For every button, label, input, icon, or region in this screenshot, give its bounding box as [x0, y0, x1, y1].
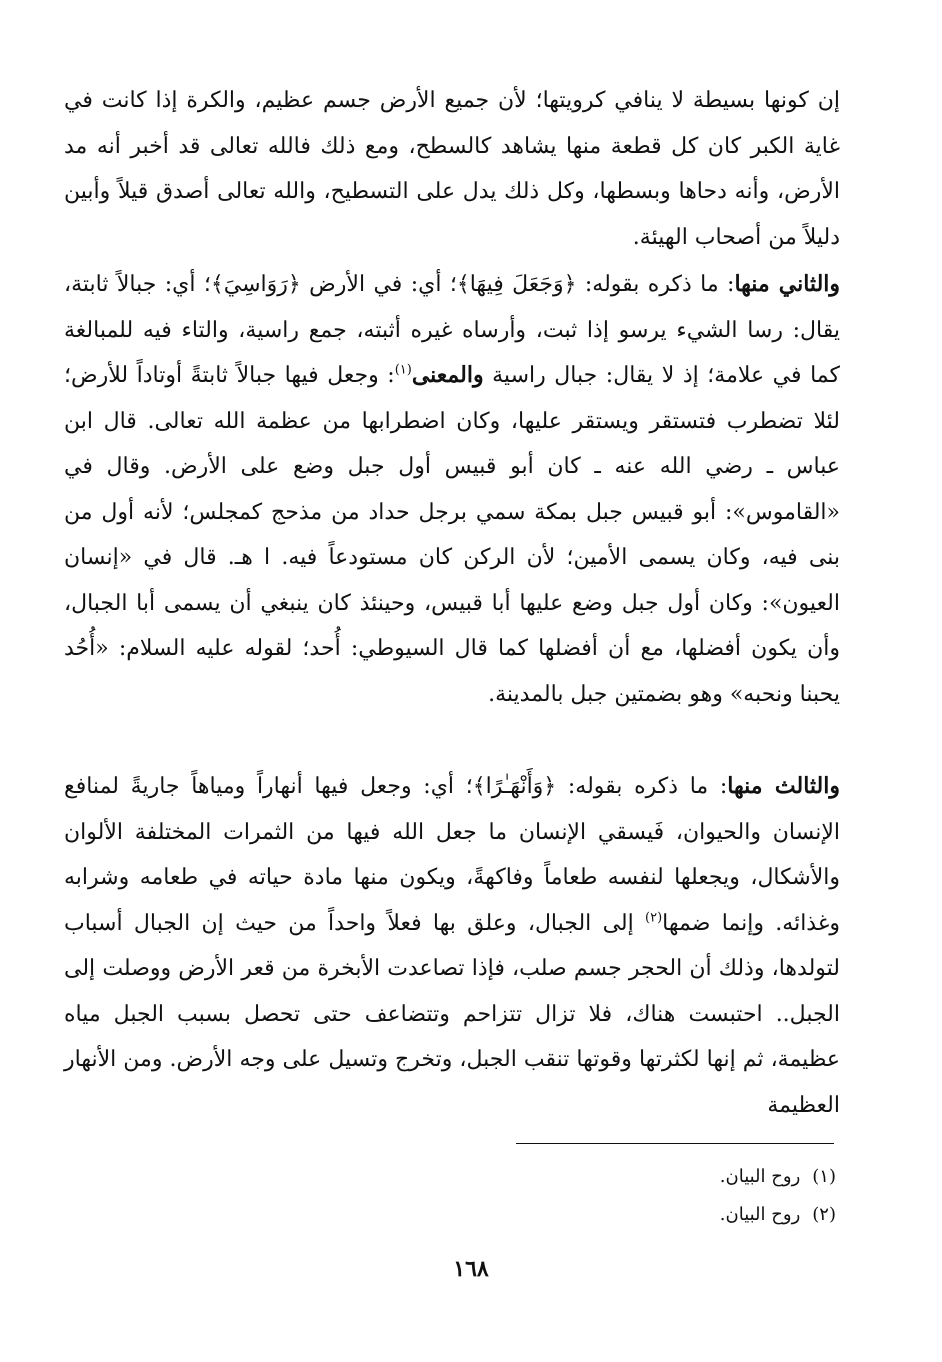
paragraph-3 — [64, 764, 840, 1128]
footnote-1 — [500, 1158, 836, 1196]
paragraph-2 — [64, 262, 840, 717]
footnote-separator — [516, 1143, 834, 1144]
paragraph-3-lead: والثالث منها — [727, 773, 840, 799]
footnote-1-number: (١) — [812, 1166, 836, 1187]
footnotes — [500, 1158, 836, 1234]
footnote-1-text: روح البيان. — [719, 1166, 801, 1187]
paragraph-2-bold-word: والمعنى — [411, 362, 484, 388]
footnote-ref-2: (٢) — [645, 910, 663, 926]
footnote-2 — [500, 1196, 836, 1234]
paragraph-2-text-b: : وجعل فيها جبالاً ثابتةً أوتاداً للأرض؛ لئلا تضطرب فتستقر ويستقر عليها، وكان اضطرابها من عظمة الله تعالى. قال ابن عباس ـ رضي الله عنه ـ كان أبو قبيس أول جبل وضع على الأرض. وقال في «القاموس»: أبو قبيس جبل بمكة سمي برجل حداد من مذحج كمجلس؛ لأنه أول من بنى فيه، وكان يسمى الأمين؛ لأن الركن كان مستودعاً فيه. ا هـ. قال في «إنسان العيون»: وكان أول جبل وضع عليها أبا قبيس، وحينئذ كان ينبغي أن يسمى أبا الجبال، وأن يكون أفضلها، مع أن أفضلها كما قال السيوطي: أُحد؛ لقوله عليه السلام: «أُحُد يحبنا ونحبه» وهو بضمتين جبل بالمدينة. — [64, 363, 840, 707]
paragraph-1-text: إن كونها بسيطة لا ينافي كرويتها؛ لأن جميع الأرض جسم عظيم، والكرة إذا كانت في غاية الكبر كان كل قطعة منها يشاهد كالسطح، ومع ذلك فالله تعالى قد أخبر أنه مد الأرض، وأنه دحاها وبسطها، وكل ذلك يدل على التسطيح، والله تعالى أصدق قيلاً وأبين دليلاً من أصحاب الهيئة. — [64, 88, 840, 250]
footnote-2-number: (٢) — [812, 1204, 836, 1225]
paragraph-2-text-a: : ما ذكره بقوله: ﴿وَجَعَلَ فِيهَا﴾؛ أي: في الأرض ﴿رَوَاسِيَ﴾؛ أي: جبالاً ثابتة، يقال: رسا الشيء يرسو إذا ثبت، وأرساه غيره أثبته، جمع راسية، والتاء فيه للمبالغة كما في علامة؛ إذ لا يقال: جبال راسية — [64, 272, 840, 388]
paragraph-1 — [64, 78, 840, 260]
footnote-2-text: روح البيان. — [719, 1204, 801, 1225]
paragraph-3-text-b: إلى الجبال، وعلق بها فعلاً واحداً من حيث إن الجبال أسباب لتولدها، وذلك أن الحجر جسم صلب، فإذا تصاعدت الأبخرة من قعر الأرض ووصلت إلى الجبل.. احتبست هناك، فلا تزال تتزاحم وتتضاعف حتى تحصل بسبب الجبل مياه عظيمة، ثم إنها لكثرتها وقوتها تنقب الجبل، وتخرج وتسيل على وجه الأرض. ومن الأنهار العظيمة — [64, 910, 840, 1118]
paragraph-2-lead: والثاني منها — [734, 271, 841, 297]
paragraph-3-text-a: : ما ذكره بقوله: ﴿وَأَنْهَـٰرًا﴾؛ أي: وجعل فيها أنهاراً ومياهاً جاريةً لمنافع الإنسان والحيوان، فَيسقي الإنسان ما جعل الله فيها من الثمرات المختلفة الألوان والأشكال، ويجعلها لنفسه طعاماً وفاكهةً، ويكون منها مادة حياته في طعامه وشرابه وغذائه. وإنما ضمها — [64, 774, 840, 936]
footnote-ref-1: (١) — [394, 362, 412, 378]
page-number: ١٦٨ — [453, 1256, 489, 1282]
